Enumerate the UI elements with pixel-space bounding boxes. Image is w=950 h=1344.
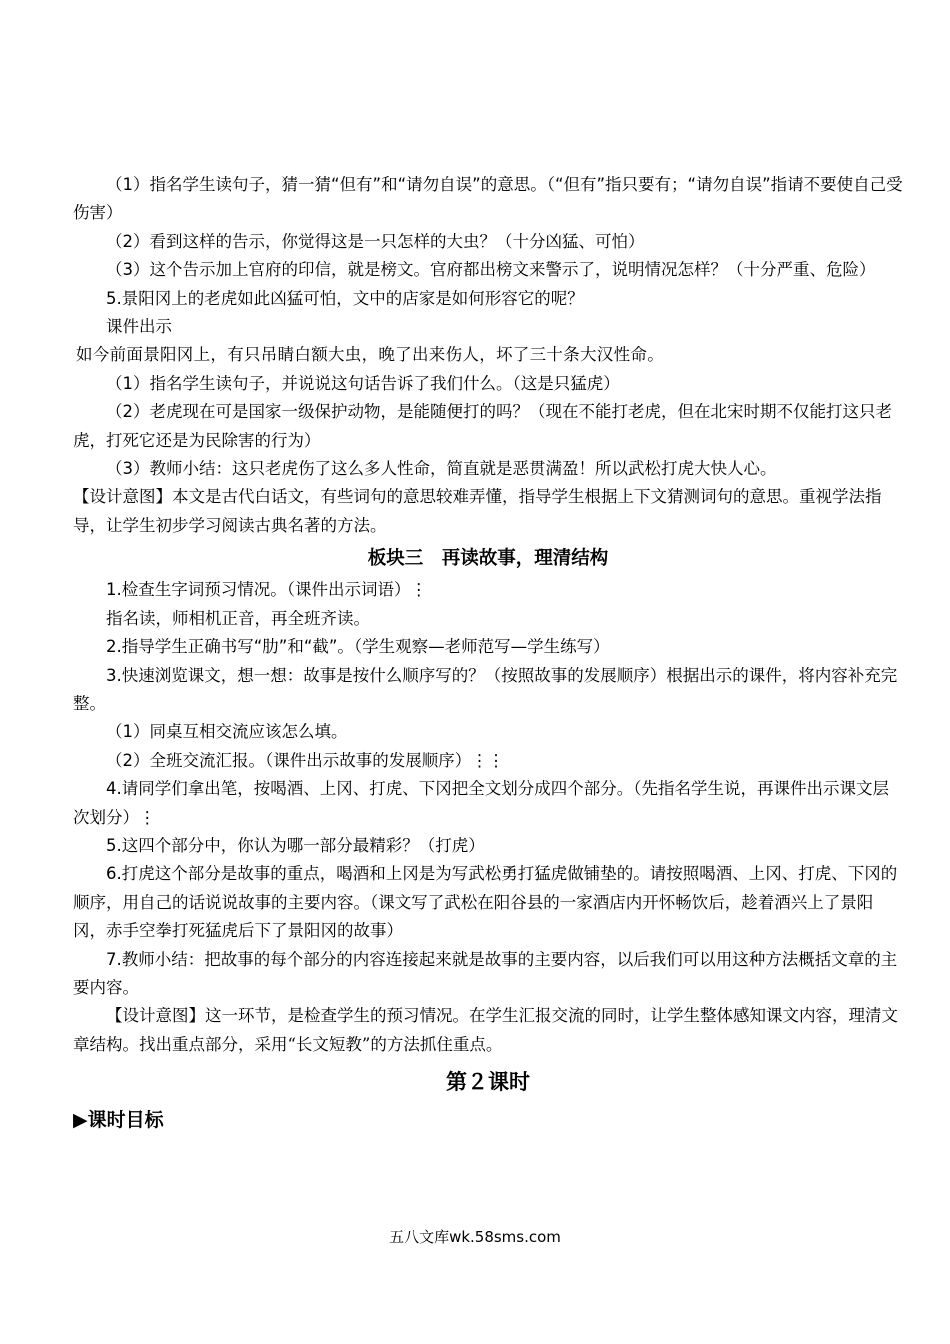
paragraph: （2）全班交流汇报。（课件出示故事的发展顺序）⋮⋮ <box>106 750 505 770</box>
paragraph: （1）同桌互相交流应该怎么填。 <box>106 722 348 742</box>
paragraph: 5.这四个部分中，你认为哪一部分最精彩？（打虎） <box>106 835 485 855</box>
paragraph: （2）老虎现在可是国家一级保护动物，是能随便打的吗？（现在不能打老虎，但在北宋时期不仅能打这只老虎，打死它还是为民除害的行为） <box>73 402 892 450</box>
paragraph: （2）看到这样的告示，你觉得这是一只怎样的大虫？（十分凶猛、可怕） <box>106 231 645 251</box>
design-intent-note: 【设计意图】这一环节，是检查学生的预习情况。在学生汇报交流的同时，让学生整体感知课文内容，理清文章结构。找出重点部分，采用“长文短教”的方法抓住重点。 <box>73 1006 898 1054</box>
document-body <box>73 171 903 1137</box>
paragraph: （3）教师小结：这只老虎伤了这么多人性命，简直就是恶贯满盈！所以武松打虎大快人心。 <box>106 459 777 479</box>
paragraph: （1）指名学生读句子，猜一猜“但有”和“请勿自误”的意思。（“但有”指只要有；“请勿自误”指请不要使自己受伤害） <box>73 175 903 223</box>
paragraph: 课件出示 <box>106 317 172 337</box>
paragraph: 3.快速浏览课文，想一想：故事是按什么顺序写的？（按照故事的发展顺序）根据出示的课件，将内容补充完整。 <box>73 665 898 713</box>
paragraph: （1）指名学生读句子，并说说这句话告诉了我们什么。（这是只猛虎） <box>106 373 620 393</box>
lesson-title: 第２课时 <box>446 1070 530 1095</box>
design-intent-note: 【设计意图】本文是古代白话文，有些词句的意思较难弄懂，指导学生根据上下文猜测词句的意思。重视学法指导，让学生初步学习阅读古典名著的方法。 <box>73 487 882 535</box>
paragraph: 指名读，师相机正音，再全班齐读。 <box>106 608 370 628</box>
paragraph: 5.景阳冈上的老虎如此凶猛可怕，文中的店家是如何形容它的呢？ <box>106 288 584 308</box>
footer-watermark: 五八文库wk.58sms.com <box>389 1228 561 1246</box>
section-heading: 板块三 再读故事，理清结构 <box>367 548 609 570</box>
courseware-quote: 如今前面景阳冈上，有只吊睛白额大虫，晚了出来伤人，坏了三十条大汉性命。 <box>76 345 664 365</box>
paragraph: 6.打虎这个部分是故事的重点，喝酒和上冈是为写武松勇打猛虎做铺垫的。请按照喝酒、上冈、打虎、下冈的顺序，用自己的话说说故事的主要内容。（课文写了武松在阳谷县的一家酒店内开怀畅饮后，趁着酒兴上了景阳冈，赤手空拳打死猛虎后下了景阳冈的故事） <box>73 864 898 941</box>
paragraph: （3）这个告示加上官府的印信，就是榜文。官府都出榜文来警示了，说明情况怎样？（十分严重、危险） <box>106 260 876 280</box>
paragraph: 1.检查生字词预习情况。（课件出示词语）⋮ <box>106 580 427 600</box>
paragraph: 2.指导学生正确书写“肋”和“截”。（学生观察—老师范写—学生练写） <box>106 637 610 657</box>
paragraph: 7.教师小结：把故事的每个部分的内容连接起来就是故事的主要内容，以后我们可以用这种方法概括文章的主要内容。 <box>73 949 898 997</box>
lesson-goal-heading: ▶课时目标 <box>73 1109 164 1132</box>
paragraph: 4.请同学们拿出笔，按喝酒、上冈、打虎、下冈把全文划分成四个部分。（先指名学生说，再课件出示课文层次划分）⋮ <box>73 779 889 827</box>
